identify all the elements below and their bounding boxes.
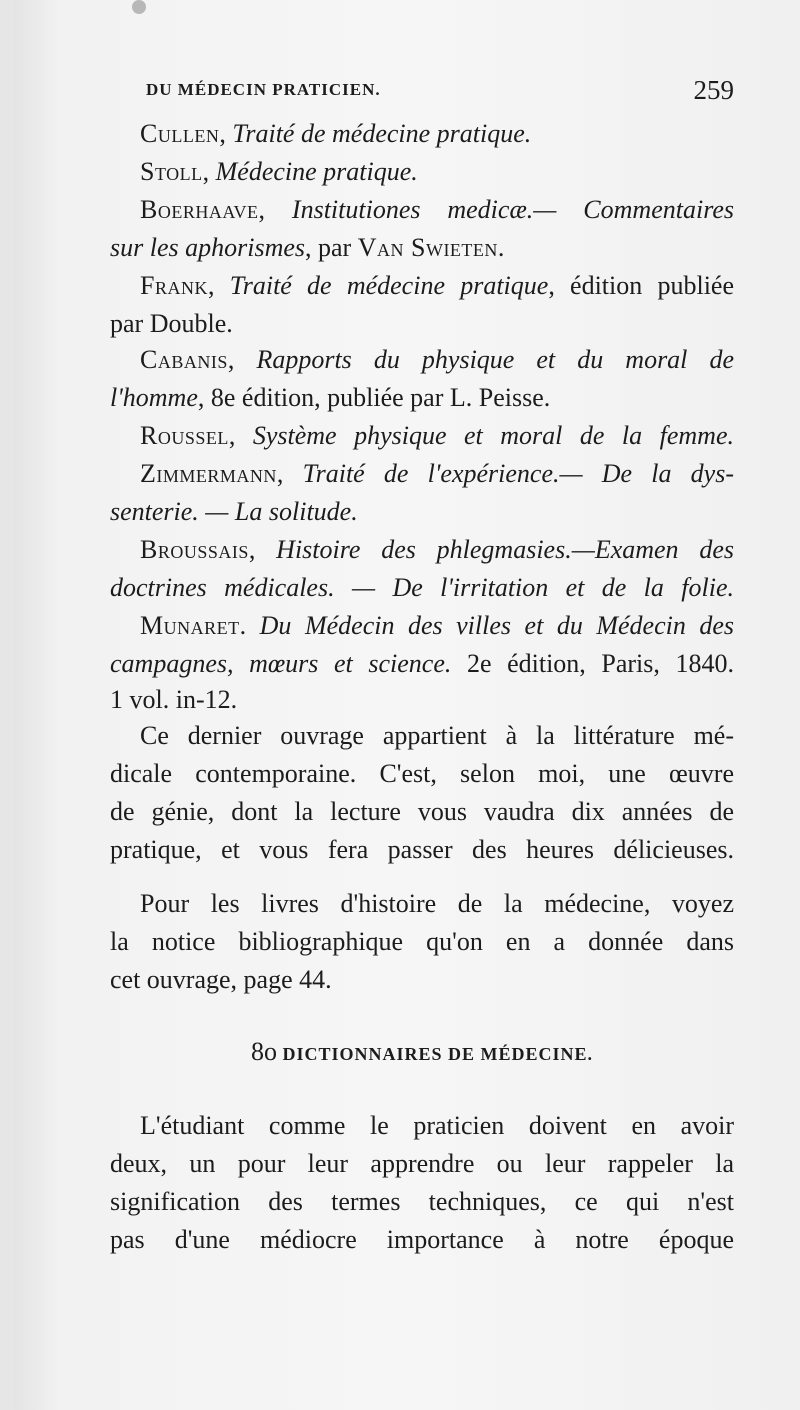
paragraph-line: dicale contemporaine. C'est, selon moi, une œuvre bbox=[110, 759, 734, 788]
page-number: 259 bbox=[693, 75, 734, 105]
bib-entry-cullen: Cullen, Traité de médecine pratique. bbox=[140, 119, 532, 148]
bib-entry-broussais-cont: doctrines médicales. — De l'irritation et de la folie. bbox=[110, 573, 734, 602]
section-number: 8o bbox=[250, 1037, 277, 1066]
bib-entry-roussel: Roussel, Système physique et moral de la femme. bbox=[140, 421, 734, 450]
bib-entry-frank: Frank, Traité de médecine pratique, édition publiée bbox=[140, 271, 734, 300]
section-title: DICTIONNAIRES DE MÉDECINE. bbox=[282, 1044, 594, 1064]
paragraph-line: pratique, et vous fera passer des heures délicieuses. bbox=[110, 835, 734, 864]
paragraph-line: cet ouvrage, page 44. bbox=[110, 965, 332, 994]
bib-entry-cabanis: Cabanis, Rapports du physique et du moral de bbox=[140, 345, 735, 374]
ink-spot bbox=[132, 0, 146, 14]
book-page bbox=[14, 0, 800, 1410]
bib-entry-stoll: Stoll, Médecine pratique. bbox=[140, 157, 418, 186]
bib-entry-boerhaave-cont: sur les aphorismes, par Van Swieten. bbox=[110, 233, 505, 262]
bib-entry-broussais: Broussais, Histoire des phlegmasies.—Examen des bbox=[140, 535, 734, 564]
paragraph-line: pas d'une médiocre importance à notre époque bbox=[110, 1225, 734, 1254]
bib-entry-zimmermann: Zimmermann, Traité de l'expérience.— De la dys- bbox=[140, 459, 735, 488]
paragraph-line: L'étudiant comme le praticien doivent en avoir bbox=[140, 1111, 734, 1140]
bib-entry-munaret-cont2: 1 vol. in-12. bbox=[110, 685, 238, 714]
running-header bbox=[110, 72, 734, 108]
paragraph-line: de génie, dont la lecture vous vaudra dix années de bbox=[110, 797, 734, 826]
bib-entry-munaret: Munaret. Du Médecin des villes et du Médecin des bbox=[140, 611, 735, 640]
paragraph-line: deux, un pour leur apprendre ou leur rappeler la bbox=[110, 1149, 734, 1178]
paragraph-line: la notice bibliographique qu'on en a donnée dans bbox=[110, 927, 734, 956]
paragraph-line: Ce dernier ouvrage appartient à la littérature mé- bbox=[140, 721, 734, 750]
bib-entry-munaret-cont: campagnes, mœurs et science. 2e édition, Paris, 1840. bbox=[110, 649, 734, 678]
bib-entry-cabanis-cont: l'homme, 8e édition, publiée par L. Peisse. bbox=[110, 383, 551, 412]
bib-entry-zimmermann-cont: senterie. — La solitude. bbox=[110, 497, 358, 526]
paragraph-line: signification des termes techniques, ce qui n'est bbox=[110, 1187, 734, 1216]
section-heading bbox=[110, 1034, 734, 1070]
paragraph-line: Pour les livres d'histoire de la médecine, voyez bbox=[140, 889, 734, 918]
running-title: DU MÉDECIN PRATICIEN. bbox=[146, 80, 381, 99]
bib-entry-boerhaave: Boerhaave, Institutiones medicæ.— Commentaires bbox=[140, 195, 734, 224]
bib-entry-frank-cont: par Double. bbox=[110, 309, 233, 338]
